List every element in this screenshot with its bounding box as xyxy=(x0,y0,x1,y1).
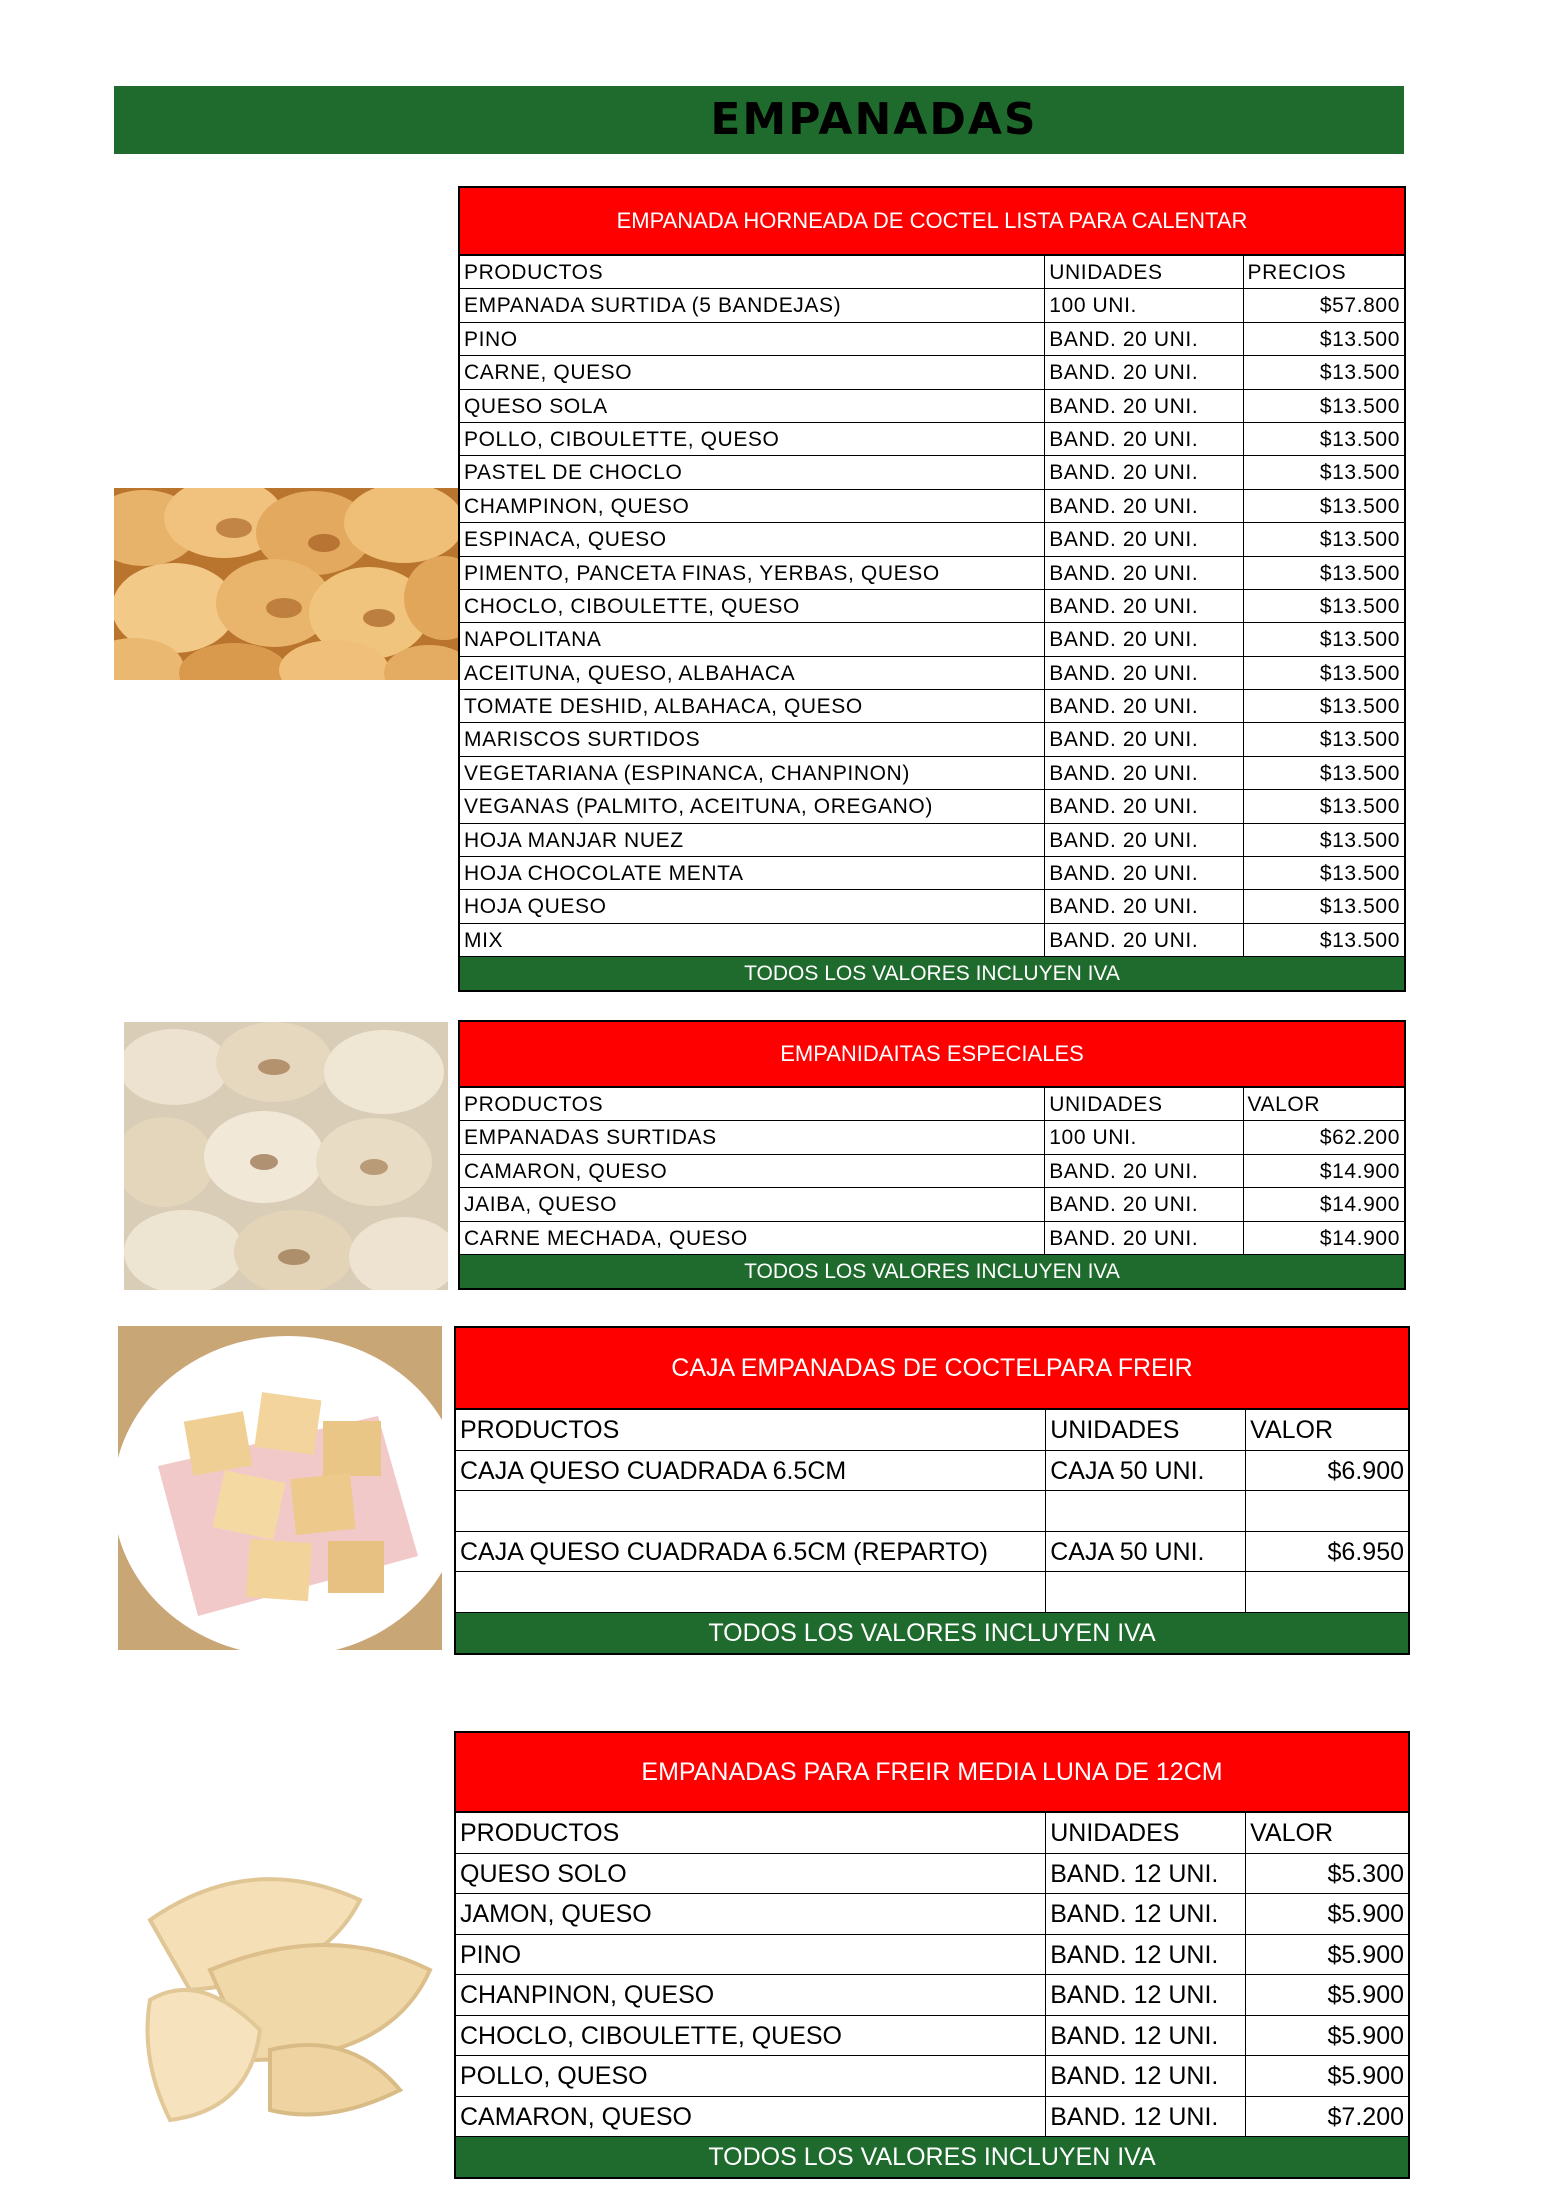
price-cell: $57.800 xyxy=(1319,294,1400,318)
price-cell: $13.500 xyxy=(1319,828,1400,852)
table-row xyxy=(456,1935,1408,1976)
product-cell: VEGETARIANA (ESPINANCA, CHANPINON) xyxy=(460,757,1045,789)
column-header-row xyxy=(456,1813,1408,1854)
price-cell: $13.500 xyxy=(1319,361,1400,385)
price-cell: $6.900 xyxy=(1327,1456,1404,1485)
table-body xyxy=(460,289,1404,957)
title-bar xyxy=(114,86,1404,154)
units-cell xyxy=(1046,1491,1246,1531)
column-header: VALOR xyxy=(1250,1416,1334,1444)
section-heading: EMPANADAS PARA FREIR MEDIA LUNA DE 12CM xyxy=(456,1733,1408,1813)
product-cell xyxy=(456,1572,1046,1612)
cocktail-empanadas-photo xyxy=(124,1022,448,1290)
price-cell: $13.500 xyxy=(1319,728,1400,752)
table-row xyxy=(460,1155,1404,1188)
price-cell: $13.500 xyxy=(1319,427,1400,451)
price-cell xyxy=(1246,1572,1408,1612)
price-cell: $62.200 xyxy=(1319,1126,1400,1150)
units-cell: 100 UNI. xyxy=(1045,1121,1243,1153)
product-cell: TOMATE DESHID, ALBAHACA, QUESO xyxy=(460,690,1045,722)
product-cell: PINO xyxy=(456,1935,1046,1975)
units-cell: BAND. 20 UNI. xyxy=(1045,690,1243,722)
product-cell: CHANPINON, QUESO xyxy=(456,1975,1046,2015)
product-cell: CARNE, QUESO xyxy=(460,356,1045,388)
column-header: PRODUCTOS xyxy=(460,1088,1045,1120)
table-row xyxy=(456,1854,1408,1895)
product-cell: CARNE MECHADA, QUESO xyxy=(460,1222,1045,1254)
page-title: EMPANADAS xyxy=(710,94,1038,145)
units-cell: BAND. 20 UNI. xyxy=(1045,757,1243,789)
price-cell: $13.500 xyxy=(1319,695,1400,719)
price-cell: $5.900 xyxy=(1327,1940,1404,1969)
product-cell: PASTEL DE CHOCLO xyxy=(460,456,1045,488)
table-row xyxy=(460,1121,1404,1154)
price-cell: $13.500 xyxy=(1319,494,1400,518)
fried-square-empanadas-photo xyxy=(118,1326,442,1650)
price-cell: $14.900 xyxy=(1319,1226,1400,1250)
price-cell: $13.500 xyxy=(1319,528,1400,552)
column-header: UNIDADES xyxy=(1046,1813,1246,1853)
product-cell: EMPANADA SURTIDA (5 BANDEJAS) xyxy=(460,289,1045,321)
price-cell: $5.900 xyxy=(1327,1981,1404,2009)
price-cell: $5.300 xyxy=(1327,1859,1404,1888)
table-row xyxy=(460,1222,1404,1255)
price-cell xyxy=(1246,1491,1408,1531)
table-row xyxy=(456,1491,1408,1532)
units-cell: CAJA 50 UNI. xyxy=(1046,1451,1246,1491)
units-cell xyxy=(1046,1572,1246,1612)
table-row xyxy=(460,657,1404,690)
product-cell: POLLO, QUESO xyxy=(456,2056,1046,2096)
units-cell: BAND. 20 UNI. xyxy=(1045,857,1243,889)
price-cell: $7.200 xyxy=(1327,2102,1404,2131)
price-cell: $6.950 xyxy=(1327,1537,1404,1566)
table-row xyxy=(460,323,1404,356)
product-cell: CHOCLO, CIBOULETTE, QUESO xyxy=(460,590,1045,622)
table-row xyxy=(460,690,1404,723)
column-header: VALOR xyxy=(1250,1819,1334,1847)
units-cell: CAJA 50 UNI. xyxy=(1046,1532,1246,1572)
section-heading: EMPANADA HORNEADA DE COCTEL LISTA PARA CALENTAR xyxy=(460,188,1404,256)
product-cell: HOJA CHOCOLATE MENTA xyxy=(460,857,1045,889)
product-cell: HOJA MANJAR NUEZ xyxy=(460,824,1045,856)
product-cell: CAJA QUESO CUADRADA 6.5CM xyxy=(456,1451,1046,1491)
product-cell: QUESO SOLO xyxy=(456,1854,1046,1894)
table-row xyxy=(460,557,1404,590)
units-cell: BAND. 12 UNI. xyxy=(1046,2016,1246,2056)
units-cell: BAND. 20 UNI. xyxy=(1045,356,1243,388)
price-cell: $13.500 xyxy=(1319,928,1400,952)
baked-empanadas-photo xyxy=(114,488,458,680)
units-cell: BAND. 20 UNI. xyxy=(1045,590,1243,622)
column-header-row xyxy=(456,1410,1408,1451)
table-row xyxy=(460,490,1404,523)
column-header: PRODUCTOS xyxy=(456,1813,1046,1853)
units-cell: BAND. 20 UNI. xyxy=(1045,323,1243,355)
units-cell: BAND. 20 UNI. xyxy=(1045,490,1243,522)
product-cell: CAMARON, QUESO xyxy=(456,2097,1046,2137)
units-cell: BAND. 20 UNI. xyxy=(1045,1188,1243,1220)
product-cell: HOJA QUESO xyxy=(460,890,1045,922)
price-cell: $13.500 xyxy=(1319,628,1400,652)
product-cell: NAPOLITANA xyxy=(460,623,1045,655)
section-heading: EMPANIDAITAS ESPECIALES xyxy=(460,1022,1404,1088)
price-cell: $13.500 xyxy=(1319,895,1400,919)
product-cell: ACEITUNA, QUESO, ALBAHACA xyxy=(460,657,1045,689)
price-cell: $13.500 xyxy=(1319,761,1400,785)
table-row xyxy=(460,723,1404,756)
price-cell: $13.500 xyxy=(1319,561,1400,585)
vat-footer: TODOS LOS VALORES INCLUYEN IVA xyxy=(460,957,1404,990)
product-cell: POLLO, CIBOULETTE, QUESO xyxy=(460,423,1045,455)
table-row xyxy=(460,390,1404,423)
table-body xyxy=(460,1121,1404,1255)
column-header-row xyxy=(460,1088,1404,1121)
units-cell: BAND. 12 UNI. xyxy=(1046,2097,1246,2137)
table-row xyxy=(460,356,1404,389)
units-cell: BAND. 20 UNI. xyxy=(1045,824,1243,856)
table-body xyxy=(456,1451,1408,1613)
product-cell: MARISCOS SURTIDOS xyxy=(460,723,1045,755)
price-cell: $13.500 xyxy=(1319,461,1400,485)
price-cell: $5.900 xyxy=(1327,1900,1404,1928)
table-row xyxy=(460,423,1404,456)
table-row xyxy=(460,456,1404,489)
price-cell: $5.900 xyxy=(1327,2062,1404,2090)
table-body xyxy=(456,1854,1408,2138)
column-header: UNIDADES xyxy=(1045,256,1243,288)
table-row xyxy=(460,857,1404,890)
product-cell: ESPINACA, QUESO xyxy=(460,523,1045,555)
table-row xyxy=(460,523,1404,556)
half-moon-empanadas-photo xyxy=(130,1830,454,2130)
table-row xyxy=(460,757,1404,790)
table-row xyxy=(460,289,1404,322)
product-cell: CAJA QUESO CUADRADA 6.5CM (REPARTO) xyxy=(456,1532,1046,1572)
price-cell: $13.500 xyxy=(1319,661,1400,685)
price-cell: $13.500 xyxy=(1319,862,1400,886)
units-cell: BAND. 20 UNI. xyxy=(1045,1155,1243,1187)
vat-footer: TODOS LOS VALORES INCLUYEN IVA xyxy=(460,1255,1404,1288)
units-cell: BAND. 20 UNI. xyxy=(1045,623,1243,655)
table-row xyxy=(460,623,1404,656)
product-cell: JAIBA, QUESO xyxy=(460,1188,1045,1220)
units-cell: BAND. 20 UNI. xyxy=(1045,890,1243,922)
baked-cocktail-empanadas-table xyxy=(458,186,1406,992)
units-cell: BAND. 20 UNI. xyxy=(1045,790,1243,822)
table-row xyxy=(460,824,1404,857)
table-row xyxy=(456,1894,1408,1935)
table-row xyxy=(460,890,1404,923)
section-heading: CAJA EMPANADAS DE COCTELPARA FREIR xyxy=(456,1328,1408,1410)
product-cell: VEGANAS (PALMITO, ACEITUNA, OREGANO) xyxy=(460,790,1045,822)
units-cell: 100 UNI. xyxy=(1045,289,1243,321)
table-row xyxy=(460,924,1404,957)
units-cell: BAND. 20 UNI. xyxy=(1045,390,1243,422)
units-cell: BAND. 12 UNI. xyxy=(1046,1894,1246,1934)
units-cell: BAND. 12 UNI. xyxy=(1046,1935,1246,1975)
table-row xyxy=(460,790,1404,823)
table-row xyxy=(456,1572,1408,1613)
product-cell: CAMARON, QUESO xyxy=(460,1155,1045,1187)
table-row xyxy=(460,590,1404,623)
table-row xyxy=(456,2016,1408,2057)
vat-footer: TODOS LOS VALORES INCLUYEN IVA xyxy=(456,1613,1408,1653)
column-header: PRODUCTOS xyxy=(460,256,1045,288)
units-cell: BAND. 20 UNI. xyxy=(1045,657,1243,689)
price-cell: $13.500 xyxy=(1319,327,1400,351)
table-row xyxy=(456,2056,1408,2097)
fry-cocktail-box-table xyxy=(454,1326,1410,1655)
product-cell: JAMON, QUESO xyxy=(456,1894,1046,1934)
column-header-row xyxy=(460,256,1404,289)
product-cell xyxy=(456,1491,1046,1531)
column-header: UNIDADES xyxy=(1046,1410,1246,1450)
product-cell: PINO xyxy=(460,323,1045,355)
units-cell: BAND. 20 UNI. xyxy=(1045,924,1243,956)
table-row xyxy=(460,1188,1404,1221)
units-cell: BAND. 20 UNI. xyxy=(1045,557,1243,589)
units-cell: BAND. 20 UNI. xyxy=(1045,423,1243,455)
product-cell: QUESO SOLA xyxy=(460,390,1045,422)
product-cell: CHOCLO, CIBOULETTE, QUESO xyxy=(456,2016,1046,2056)
price-cell: $14.900 xyxy=(1319,1193,1400,1217)
units-cell: BAND. 12 UNI. xyxy=(1046,1975,1246,2015)
units-cell: BAND. 20 UNI. xyxy=(1045,523,1243,555)
table-row xyxy=(456,1532,1408,1573)
units-cell: BAND. 20 UNI. xyxy=(1045,1222,1243,1254)
product-cell: CHAMPINON, QUESO xyxy=(460,490,1045,522)
price-cell: $13.500 xyxy=(1319,394,1400,418)
price-cell: $14.900 xyxy=(1319,1159,1400,1183)
product-cell: EMPANADAS SURTIDAS xyxy=(460,1121,1045,1153)
column-header: PRECIOS xyxy=(1247,261,1347,284)
column-header: VALOR xyxy=(1247,1093,1321,1116)
table-row xyxy=(456,1975,1408,2016)
table-row xyxy=(456,1451,1408,1492)
units-cell: BAND. 12 UNI. xyxy=(1046,1854,1246,1894)
price-cell: $13.500 xyxy=(1319,795,1400,819)
price-cell: $13.500 xyxy=(1319,594,1400,618)
units-cell: BAND. 20 UNI. xyxy=(1045,723,1243,755)
price-cell: $5.900 xyxy=(1327,2021,1404,2050)
units-cell: BAND. 20 UNI. xyxy=(1045,456,1243,488)
table-row xyxy=(456,2097,1408,2138)
half-moon-fry-table xyxy=(454,1731,1410,2179)
product-cell: PIMENTO, PANCETA FINAS, YERBAS, QUESO xyxy=(460,557,1045,589)
units-cell: BAND. 12 UNI. xyxy=(1046,2056,1246,2096)
vat-footer: TODOS LOS VALORES INCLUYEN IVA xyxy=(456,2137,1408,2177)
column-header: PRODUCTOS xyxy=(456,1410,1046,1450)
column-header: UNIDADES xyxy=(1045,1088,1243,1120)
product-cell: MIX xyxy=(460,924,1045,956)
special-empanaditas-table xyxy=(458,1020,1406,1290)
